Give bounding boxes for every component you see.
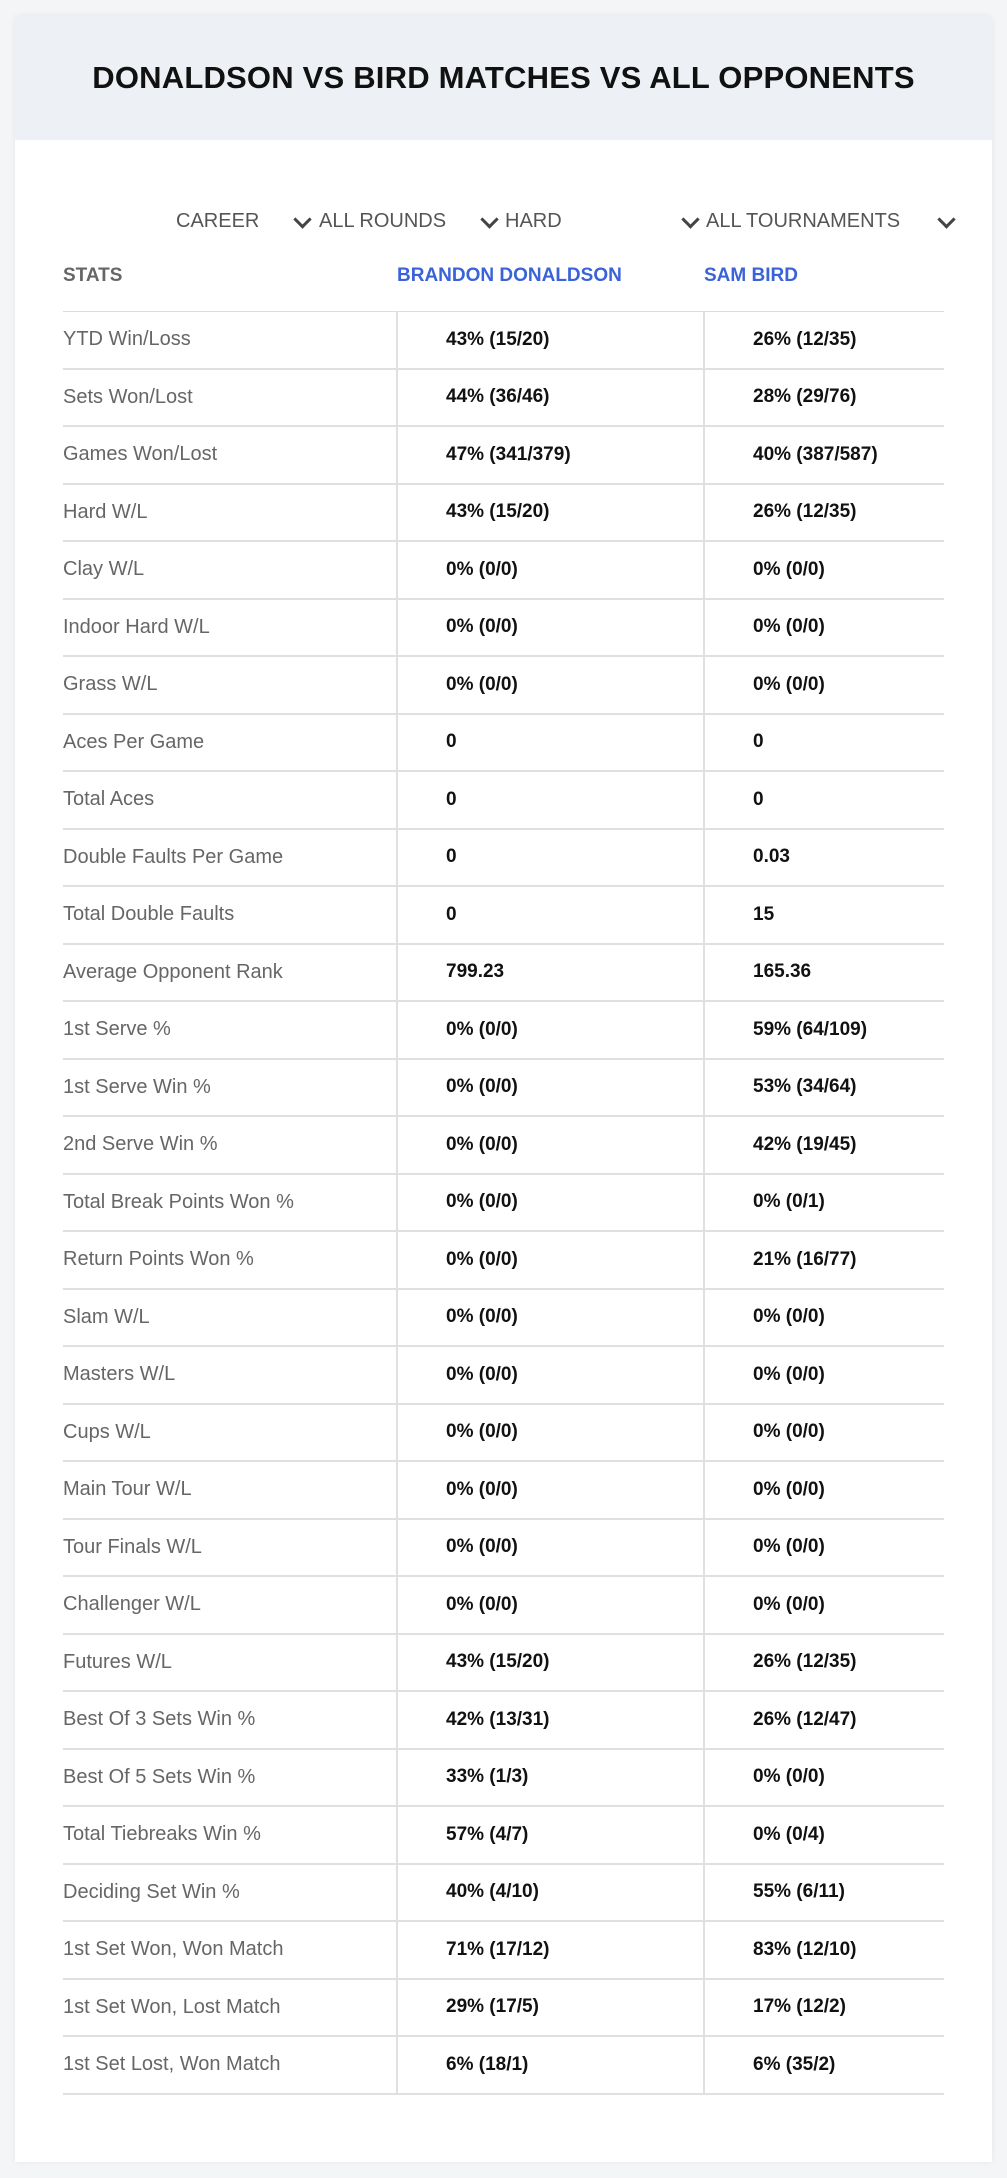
stat-label: 1st Set Won, Lost Match	[63, 1995, 281, 2018]
stat-label: Games Won/Lost	[63, 443, 218, 466]
table-row	[63, 1232, 944, 1290]
player2-stat-value: 165.36	[753, 961, 812, 983]
table-row	[63, 370, 944, 428]
table-row	[63, 1175, 944, 1233]
table-row	[63, 1462, 944, 1520]
player2-stat-value: 40% (387/587)	[753, 443, 878, 465]
player1-stat-value: 0% (0/0)	[446, 1363, 518, 1385]
player2-stat-value: 0% (0/0)	[753, 1421, 825, 1443]
player2-stat-value: 59% (64/109)	[753, 1018, 868, 1040]
player2-stat-value: 0% (0/0)	[753, 616, 825, 638]
table-row	[63, 945, 944, 1003]
player2-stat-value: 26% (12/35)	[753, 1651, 857, 1673]
player1-stat-value: 29% (17/5)	[446, 1996, 539, 2018]
player1-stat-value: 0% (0/0)	[446, 1478, 518, 1500]
player1-stat-value: 0% (0/0)	[446, 1421, 518, 1443]
table-header	[63, 246, 944, 311]
filter-rounds-select[interactable]	[319, 196, 499, 246]
table-row	[63, 542, 944, 600]
chevron-down-icon	[937, 210, 955, 228]
player2-stat-value: 0% (0/0)	[753, 1306, 825, 1328]
stat-label: Deciding Set Win %	[63, 1880, 240, 1903]
player2-stat-value: 42% (19/45)	[753, 1133, 857, 1155]
player1-stat-value: 0	[446, 731, 457, 753]
stats-table	[63, 246, 944, 2095]
stat-label: Average Opponent Rank	[63, 960, 283, 983]
player1-stat-value: 42% (13/31)	[446, 1708, 550, 1730]
player2-stat-value: 26% (12/47)	[753, 1708, 857, 1730]
player2-stat-value: 26% (12/35)	[753, 501, 857, 523]
table-row	[63, 887, 944, 945]
card-header	[15, 16, 992, 140]
stat-label: 1st Serve Win %	[63, 1075, 211, 1098]
stats-column-header: STATS	[63, 265, 123, 286]
player2-stat-value: 0% (0/0)	[753, 1363, 825, 1385]
stat-label: Return Points Won %	[63, 1248, 254, 1271]
player2-stat-value: 6% (35/2)	[753, 2053, 836, 2075]
filter-career-label: CAREER	[176, 209, 260, 232]
player2-stat-value: 21% (16/77)	[753, 1248, 857, 1270]
filter-career-select[interactable]	[176, 196, 312, 246]
player1-stat-value: 6% (18/1)	[446, 2053, 529, 2075]
column-divider	[703, 311, 705, 2095]
filter-bar	[15, 196, 992, 246]
stat-label: Total Tiebreaks Win %	[63, 1823, 261, 1846]
table-row	[63, 715, 944, 773]
table-row	[63, 1060, 944, 1118]
player1-stat-value: 57% (4/7)	[446, 1823, 529, 1845]
player2-stat-value: 28% (29/76)	[753, 386, 857, 408]
stat-label: Futures W/L	[63, 1650, 172, 1673]
player1-stat-value: 0% (0/0)	[446, 1306, 518, 1328]
player1-stat-value: 0% (0/0)	[446, 1248, 518, 1270]
player1-stat-value: 0	[446, 903, 457, 925]
player2-stat-value: 17% (12/2)	[753, 1996, 846, 2018]
player2-stat-value: 0.03	[753, 846, 790, 868]
player1-stat-value: 44% (36/46)	[446, 386, 550, 408]
stat-label: Best Of 5 Sets Win %	[63, 1765, 256, 1788]
stat-label: Slam W/L	[63, 1305, 150, 1328]
stat-label: Indoor Hard W/L	[63, 615, 210, 638]
player2-stat-value: 0% (0/1)	[753, 1191, 825, 1213]
stat-label: 1st Set Lost, Won Match	[63, 2053, 281, 2076]
player1-stat-value: 0% (0/0)	[446, 1133, 518, 1155]
stat-label: Clay W/L	[63, 558, 145, 581]
table-row	[63, 1520, 944, 1578]
player1-stat-value: 0% (0/0)	[446, 616, 518, 638]
player2-stat-value: 0	[753, 731, 764, 753]
table-row	[63, 1405, 944, 1463]
table-row	[63, 600, 944, 658]
table-row	[63, 1002, 944, 1060]
player2-stat-value: 26% (12/35)	[753, 328, 857, 350]
table-row	[63, 1922, 944, 1980]
page-title: DONALDSON VS BIRD MATCHES VS ALL OPPONENTS	[92, 60, 915, 95]
table-row	[63, 1117, 944, 1175]
table-row	[63, 1692, 944, 1750]
table-row	[63, 1635, 944, 1693]
stat-label: 2nd Serve Win %	[63, 1133, 218, 1156]
player2-stat-value: 0% (0/0)	[753, 1478, 825, 1500]
stat-label: Total Aces	[63, 788, 155, 811]
table-row	[63, 1750, 944, 1808]
stat-label: Main Tour W/L	[63, 1478, 192, 1501]
stat-label: Double Faults Per Game	[63, 845, 284, 868]
table-row	[63, 830, 944, 888]
stat-label: Tour Finals W/L	[63, 1535, 202, 1558]
table-row	[63, 1807, 944, 1865]
table-row	[63, 1290, 944, 1348]
table-row	[63, 312, 944, 370]
player1-stat-value: 0% (0/0)	[446, 1191, 518, 1213]
player1-stat-value: 799.23	[446, 961, 505, 983]
player2-stat-value: 83% (12/10)	[753, 1938, 857, 1960]
player2-stat-value: 0% (0/0)	[753, 558, 825, 580]
player1-stat-value: 43% (15/20)	[446, 328, 550, 350]
stats-card	[15, 16, 992, 2162]
filter-rounds-label: ALL ROUNDS	[319, 209, 447, 232]
player1-name-link[interactable]: BRANDON DONALDSON	[397, 265, 622, 286]
filter-tournaments-select[interactable]	[706, 196, 956, 246]
player1-stat-value: 0% (0/0)	[446, 1018, 518, 1040]
player2-stat-value: 0% (0/0)	[753, 1766, 825, 1788]
stat-label: Sets Won/Lost	[63, 385, 193, 408]
player1-stat-value: 0% (0/0)	[446, 1076, 518, 1098]
stat-label: Masters W/L	[63, 1363, 176, 1386]
table-row	[63, 1980, 944, 2038]
table-row	[63, 485, 944, 543]
player1-stat-value: 0	[446, 846, 457, 868]
player2-stat-value: 0% (0/0)	[753, 1536, 825, 1558]
table-row	[63, 1577, 944, 1635]
player2-stat-value: 0	[753, 788, 764, 810]
player1-stat-value: 71% (17/12)	[446, 1938, 550, 1960]
player2-stat-value: 15	[753, 903, 775, 925]
player2-name-link[interactable]: SAM BIRD	[704, 265, 798, 286]
table-row	[63, 1865, 944, 1923]
table-row	[63, 2037, 944, 2095]
chevron-down-icon	[293, 210, 311, 228]
player1-stat-value: 43% (15/20)	[446, 1651, 550, 1673]
filter-tournaments-label: ALL TOURNAMENTS	[706, 209, 901, 232]
stat-label: Aces Per Game	[63, 730, 205, 753]
player1-stat-value: 40% (4/10)	[446, 1881, 539, 1903]
table-body	[63, 311, 944, 2095]
player2-stat-value: 0% (0/0)	[753, 1593, 825, 1615]
player1-stat-value: 0% (0/0)	[446, 1536, 518, 1558]
player2-stat-value: 0% (0/0)	[753, 673, 825, 695]
player2-stat-value: 55% (6/11)	[753, 1881, 845, 1903]
table-row	[63, 1347, 944, 1405]
chevron-down-icon	[681, 210, 699, 228]
player1-stat-value: 0% (0/0)	[446, 1593, 518, 1615]
stat-label: 1st Serve %	[63, 1018, 171, 1041]
chevron-down-icon	[480, 210, 498, 228]
filter-surface-label: HARD	[505, 209, 562, 232]
player1-stat-value: 33% (1/3)	[446, 1766, 529, 1788]
filter-surface-select[interactable]	[505, 196, 700, 246]
stat-label: 1st Set Won, Won Match	[63, 1938, 284, 1961]
player1-stat-value: 0% (0/0)	[446, 558, 518, 580]
stat-label: Challenger W/L	[63, 1593, 201, 1616]
stat-label: Total Break Points Won %	[63, 1190, 294, 1213]
stat-label: YTD Win/Loss	[63, 328, 191, 351]
player1-stat-value: 47% (341/379)	[446, 443, 571, 465]
player1-stat-value: 0% (0/0)	[446, 673, 518, 695]
stat-label: Grass W/L	[63, 673, 158, 696]
stat-label: Cups W/L	[63, 1420, 151, 1443]
player2-stat-value: 53% (34/64)	[753, 1076, 857, 1098]
player2-stat-value: 0% (0/4)	[753, 1823, 825, 1845]
table-row	[63, 657, 944, 715]
player1-stat-value: 43% (15/20)	[446, 501, 550, 523]
table-row	[63, 772, 944, 830]
player1-stat-value: 0	[446, 788, 457, 810]
stat-label: Hard W/L	[63, 500, 148, 523]
stat-label: Best Of 3 Sets Win %	[63, 1708, 256, 1731]
column-divider	[396, 311, 398, 2095]
stat-label: Total Double Faults	[63, 903, 235, 926]
table-row	[63, 427, 944, 485]
